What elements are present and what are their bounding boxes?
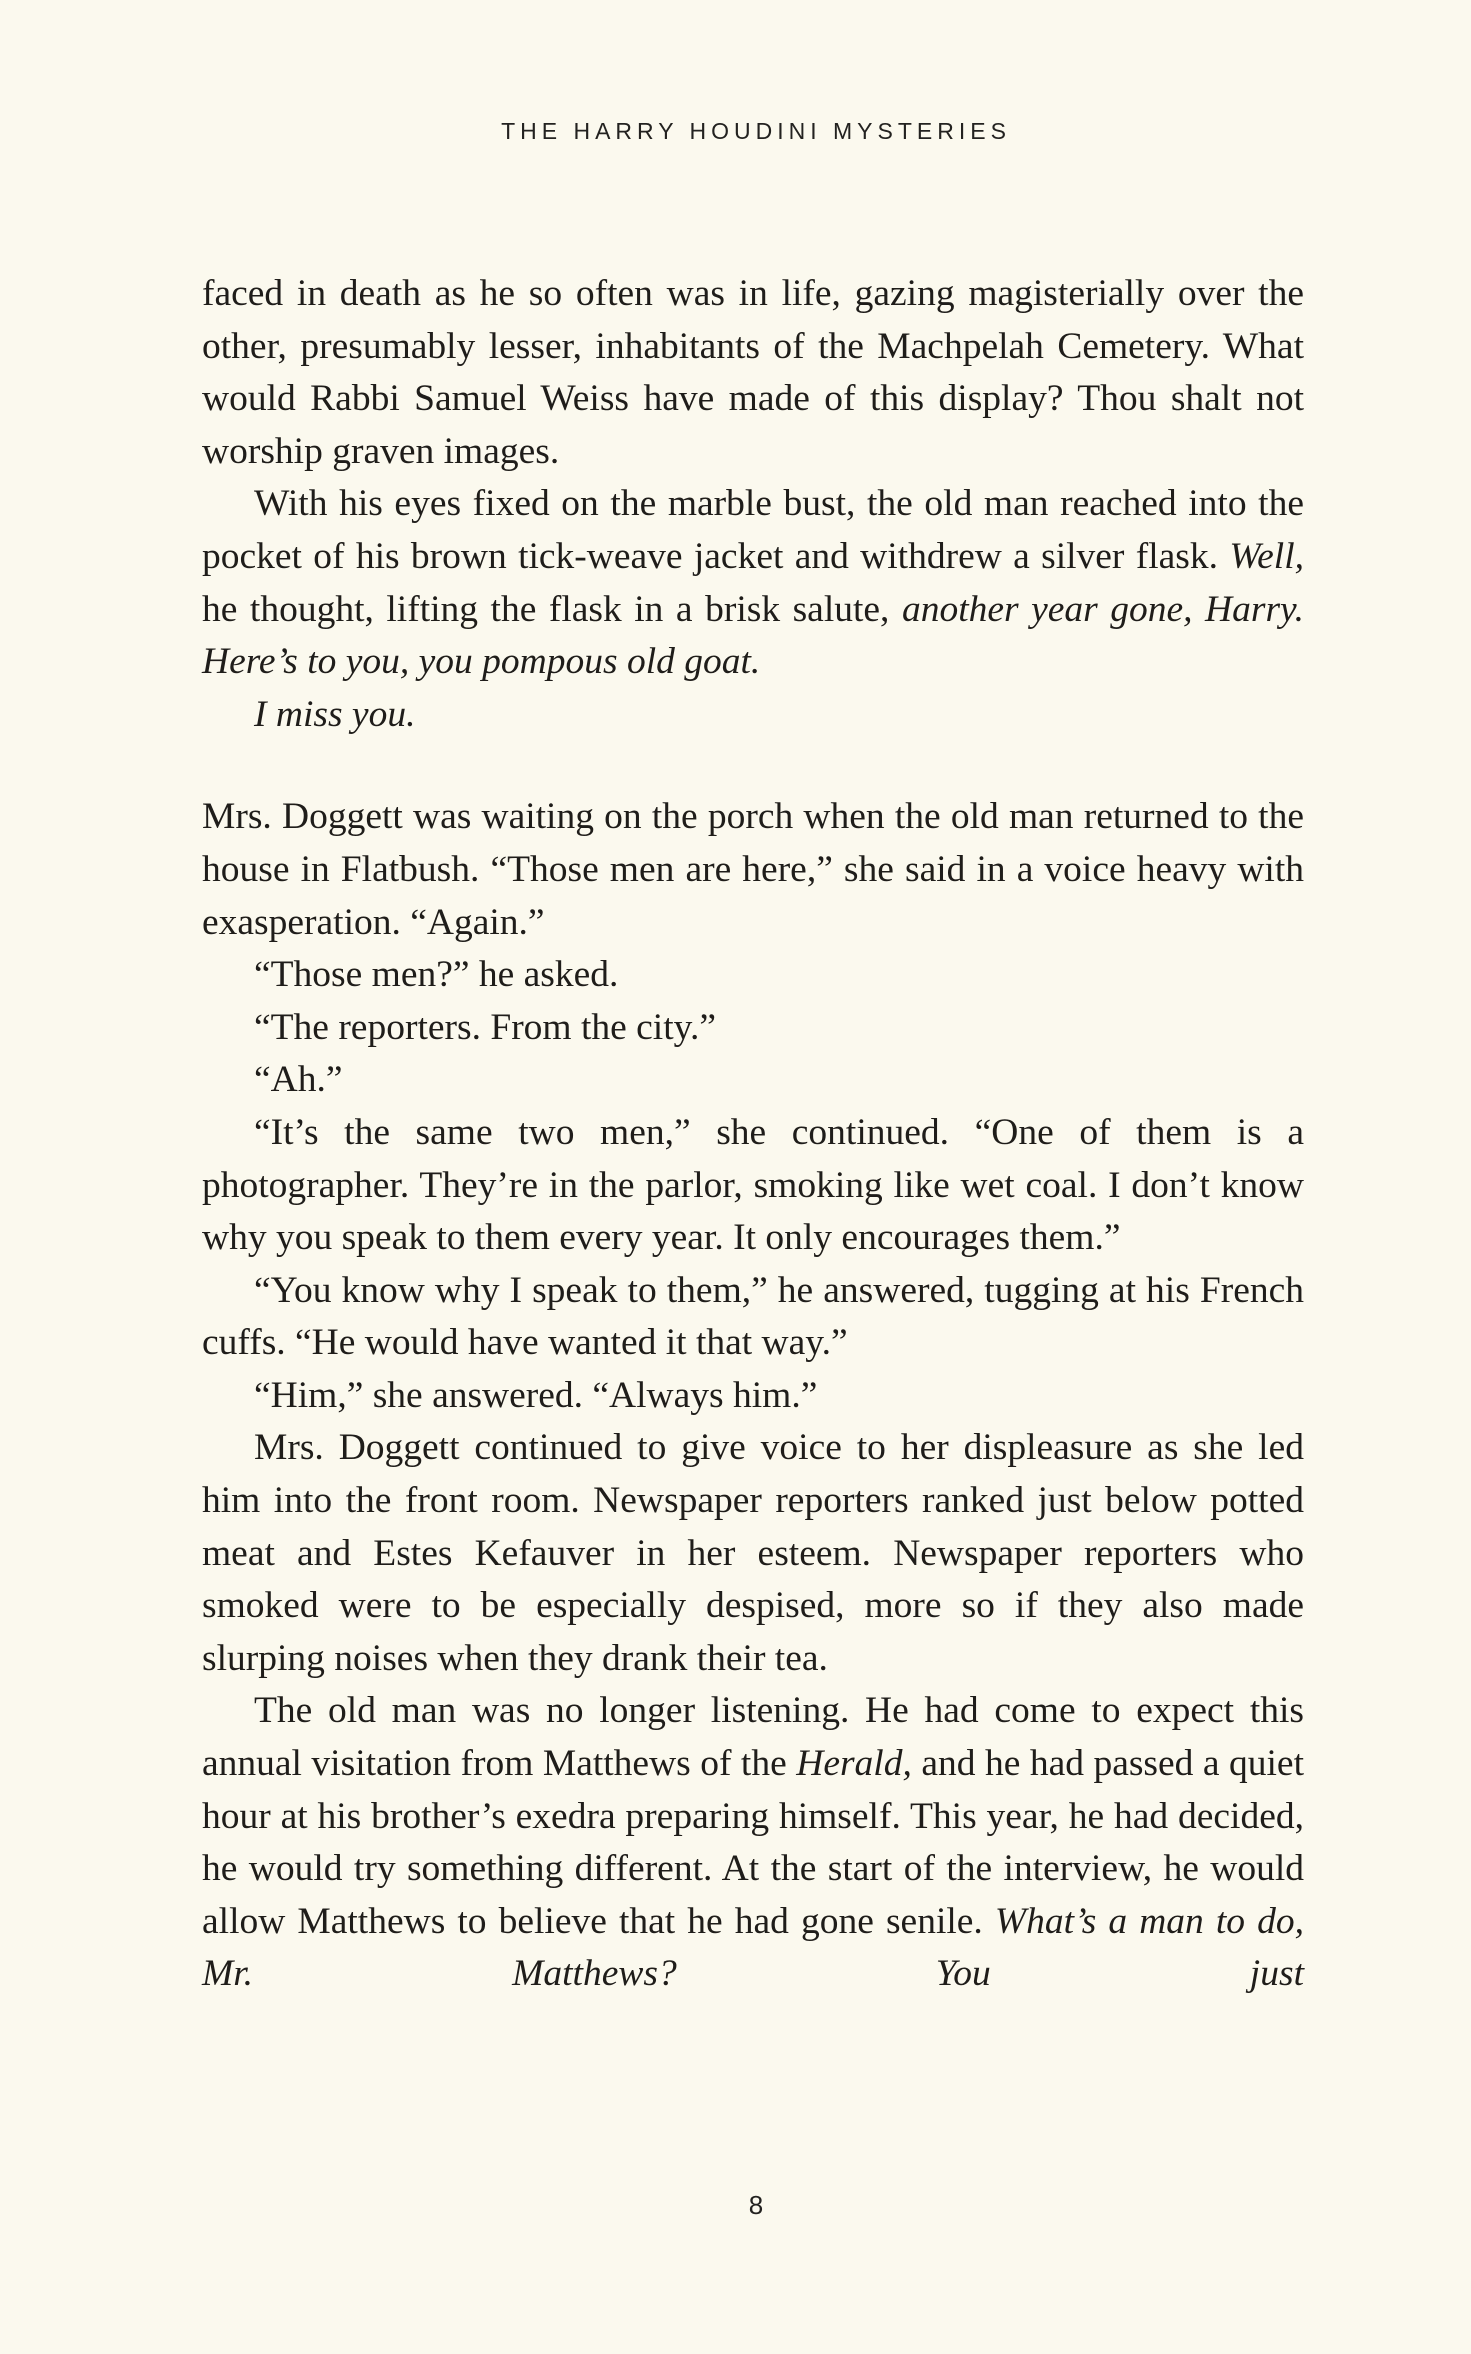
page-number: 8: [748, 2190, 764, 2220]
paragraph: “Those men?” he asked.: [254, 954, 619, 996]
paragraph: With his eyes fixed on the marble bust, the old man reached into the pocket of his brown tick-weave jacket and withdrew a silver flask. Well, he thought, lifting the flask in a brisk salute, another year gone, Harry. Here’s to you, you pompous old goat.: [202, 483, 1304, 683]
running-head: THE HARRY HOUDINI MYSTERIES: [501, 118, 1011, 144]
paragraph: Mrs. Doggett was waiting on the porch when the old man returned to the house in Flatbush. “Those men are here,” she said in a voice heavy with exasperation. “Again.”: [202, 796, 1304, 943]
paragraph: “The reporters. From the city.”: [254, 1006, 716, 1048]
paragraph: “Ah.”: [254, 1059, 343, 1101]
paragraph: The old man was no longer listening. He had come to expect this annual visitation from Matthews of the Herald, and he had passed a quiet hour at his brother’s exedra preparing himself. This year, he had decided, he would try something different. At the start of the interview, he would allow Matthews to believe that he had gone senile. What’s a man to do, Mr. Matthews? You just: [202, 1690, 1305, 1995]
paragraph: I miss you.: [254, 693, 416, 735]
paragraph: “It’s the same two men,” she continued. “One of them is a photographer. They’re in the parlor, smoking like wet coal. I don’t know why you speak to them every year. It only encourages them.”: [202, 1111, 1304, 1259]
body-text: [202, 268, 1304, 2001]
paragraph: Mrs. Doggett continued to give voice to her displeasure as she led him into the front room. Newspaper reporters ranked just below potted meat and Estes Kefauver in her esteem. Newspaper reporters who smoked were to be especially despised, more so if they also made slurping noises when they drank their tea.: [202, 1427, 1304, 1679]
paragraph: “You know why I speak to them,” he answered, tugging at his French cuffs. “He would have wanted it that way.”: [202, 1269, 1304, 1364]
paragraph: “Him,” she answered. “Always him.”: [254, 1374, 818, 1416]
paragraph: faced in death as he so often was in life, gazing magisterially over the other, presumably lesser, inhabitants of the Machpelah Cemetery. What would Rabbi Samuel Weiss have made of this display? Thou shalt not worship graven images.: [202, 273, 1304, 472]
